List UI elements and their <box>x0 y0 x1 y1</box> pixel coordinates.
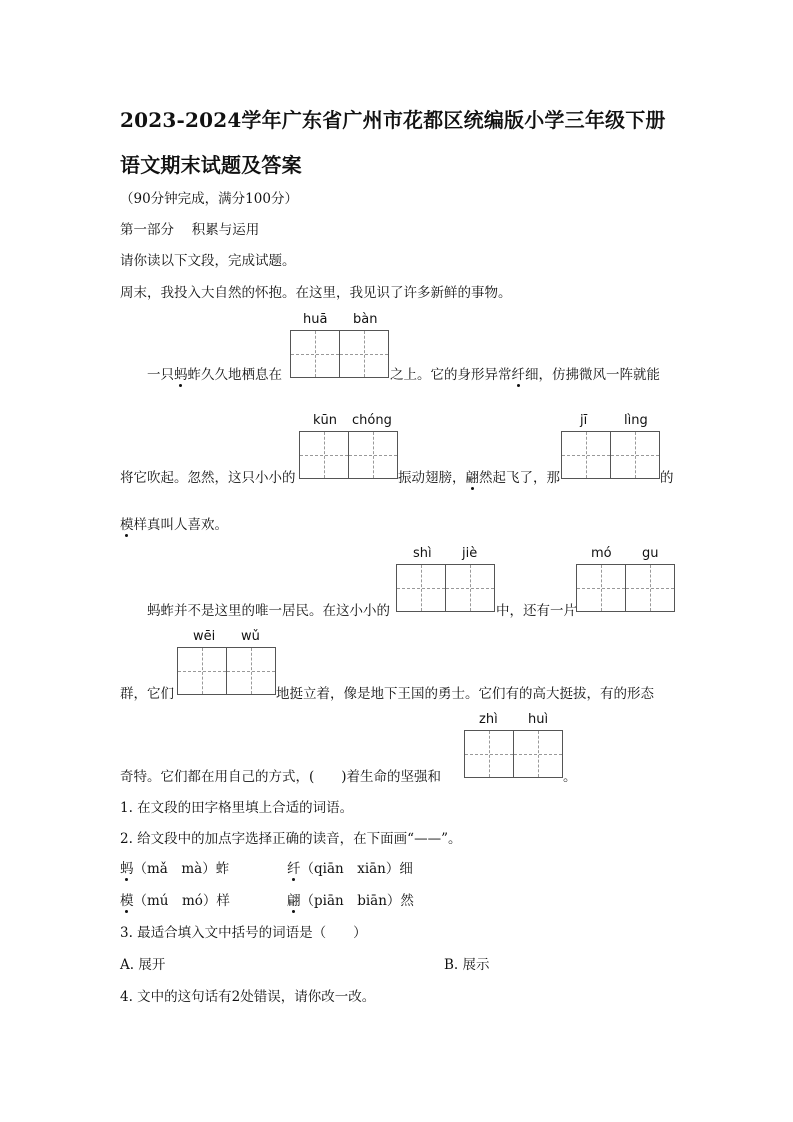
pinyin-kun: kūn <box>313 413 338 428</box>
para2-line2-c: 的 <box>660 470 674 486</box>
dotted-char-ma: 蚂 <box>174 363 188 383</box>
pinyin-ji: jī <box>580 413 588 428</box>
option-xian[interactable]: 纤（qiān xiān）细 <box>287 857 413 877</box>
tianzige-zhihui[interactable] <box>464 730 563 778</box>
para2-line1-cont: 之上。它的身形异常纤细，仿拂微风一阵就能 <box>390 363 660 383</box>
pinyin-hua: huā <box>303 312 328 327</box>
tianzige-shijie[interactable] <box>396 564 495 612</box>
dotted-char-pian: 翩 <box>466 466 480 486</box>
tianzige-weiwu[interactable] <box>177 647 276 695</box>
option-pian[interactable]: 翩（piān biān）然 <box>287 889 414 909</box>
para2-line2-a: 将它吹起。忽然，这只小小的 <box>120 470 296 486</box>
instruction: 请你读以下文段，完成试题。 <box>120 253 296 269</box>
pinyin-shi: shì <box>413 546 432 561</box>
tianzige-mogu[interactable] <box>576 564 675 612</box>
para3-line3-a: 奇特。它们都在用自己的方式，( )着生命的坚强和 <box>120 769 442 785</box>
para3-line2-b: 地挺立着，像是地下王国的勇士。它们有的高大挺拔，有的形态 <box>276 686 654 702</box>
question-2: 2. 给文段中的加点字选择正确的读音，在下面画“——”。 <box>120 831 462 847</box>
para3-line2-a: 群，它们 <box>120 686 174 702</box>
dotted-char-xian: 纤 <box>512 363 526 383</box>
section-heading: 第一部分 积累与运用 <box>120 222 260 238</box>
doc-title-line1: 2023-2024学年广东省广州市花都区统编版小学三年级下册 <box>120 108 666 132</box>
para3-line3-b: 。 <box>563 769 577 785</box>
para2-line3: 模样真叫人喜欢。 <box>120 513 228 533</box>
choice-b[interactable]: B. 展示 <box>444 957 490 973</box>
tianzige-jiling[interactable] <box>561 431 660 479</box>
pinyin-mo: mó <box>591 546 612 561</box>
para3-line1-a: 蚂蚱并不是这里的唯一居民。在这小小的 <box>120 603 390 619</box>
dotted-char-mo: 模 <box>120 513 134 533</box>
paragraph-1: 周末，我投入大自然的怀抱。在这里，我见识了许多新鲜的事物。 <box>120 285 512 301</box>
para2-line1: 一只蚂蚱久久地栖息在 <box>120 363 282 383</box>
question-1: 1. 在文段的田字格里填上合适的词语。 <box>120 800 354 816</box>
tianzige-huaban[interactable] <box>290 330 389 378</box>
pinyin-jie: jiè <box>462 546 478 561</box>
choice-a[interactable]: A. 展开 <box>120 957 166 973</box>
question-4: 4. 文中的这句话有2处错误，请你改一改。 <box>120 989 376 1005</box>
pinyin-wei: wēi <box>193 629 216 644</box>
option-mo[interactable]: 模（mú mó）样 <box>120 889 230 909</box>
question-3: 3. 最适合填入文中括号的词语是（ ） <box>120 925 367 941</box>
subtitle: （90分钟完成，满分100分） <box>120 191 298 207</box>
tianzige-kunchong[interactable] <box>299 431 398 479</box>
pinyin-chong: chóng <box>352 413 392 428</box>
pinyin-wu: wǔ <box>241 629 260 644</box>
pinyin-ban: bàn <box>353 312 378 327</box>
pinyin-hui: huì <box>528 712 549 727</box>
pinyin-gu: gu <box>642 546 659 561</box>
para2-line2-b: 振动翅膀，翩然起飞了，那 <box>398 466 560 486</box>
doc-title-line2: 语文期末试题及答案 <box>120 153 302 177</box>
pinyin-ling: lìng <box>624 413 648 428</box>
option-ma[interactable]: 蚂（mǎ mà）蚱 <box>120 857 229 877</box>
para3-line1-b: 中，还有一片 <box>496 603 577 619</box>
pinyin-zhi: zhì <box>479 712 498 727</box>
